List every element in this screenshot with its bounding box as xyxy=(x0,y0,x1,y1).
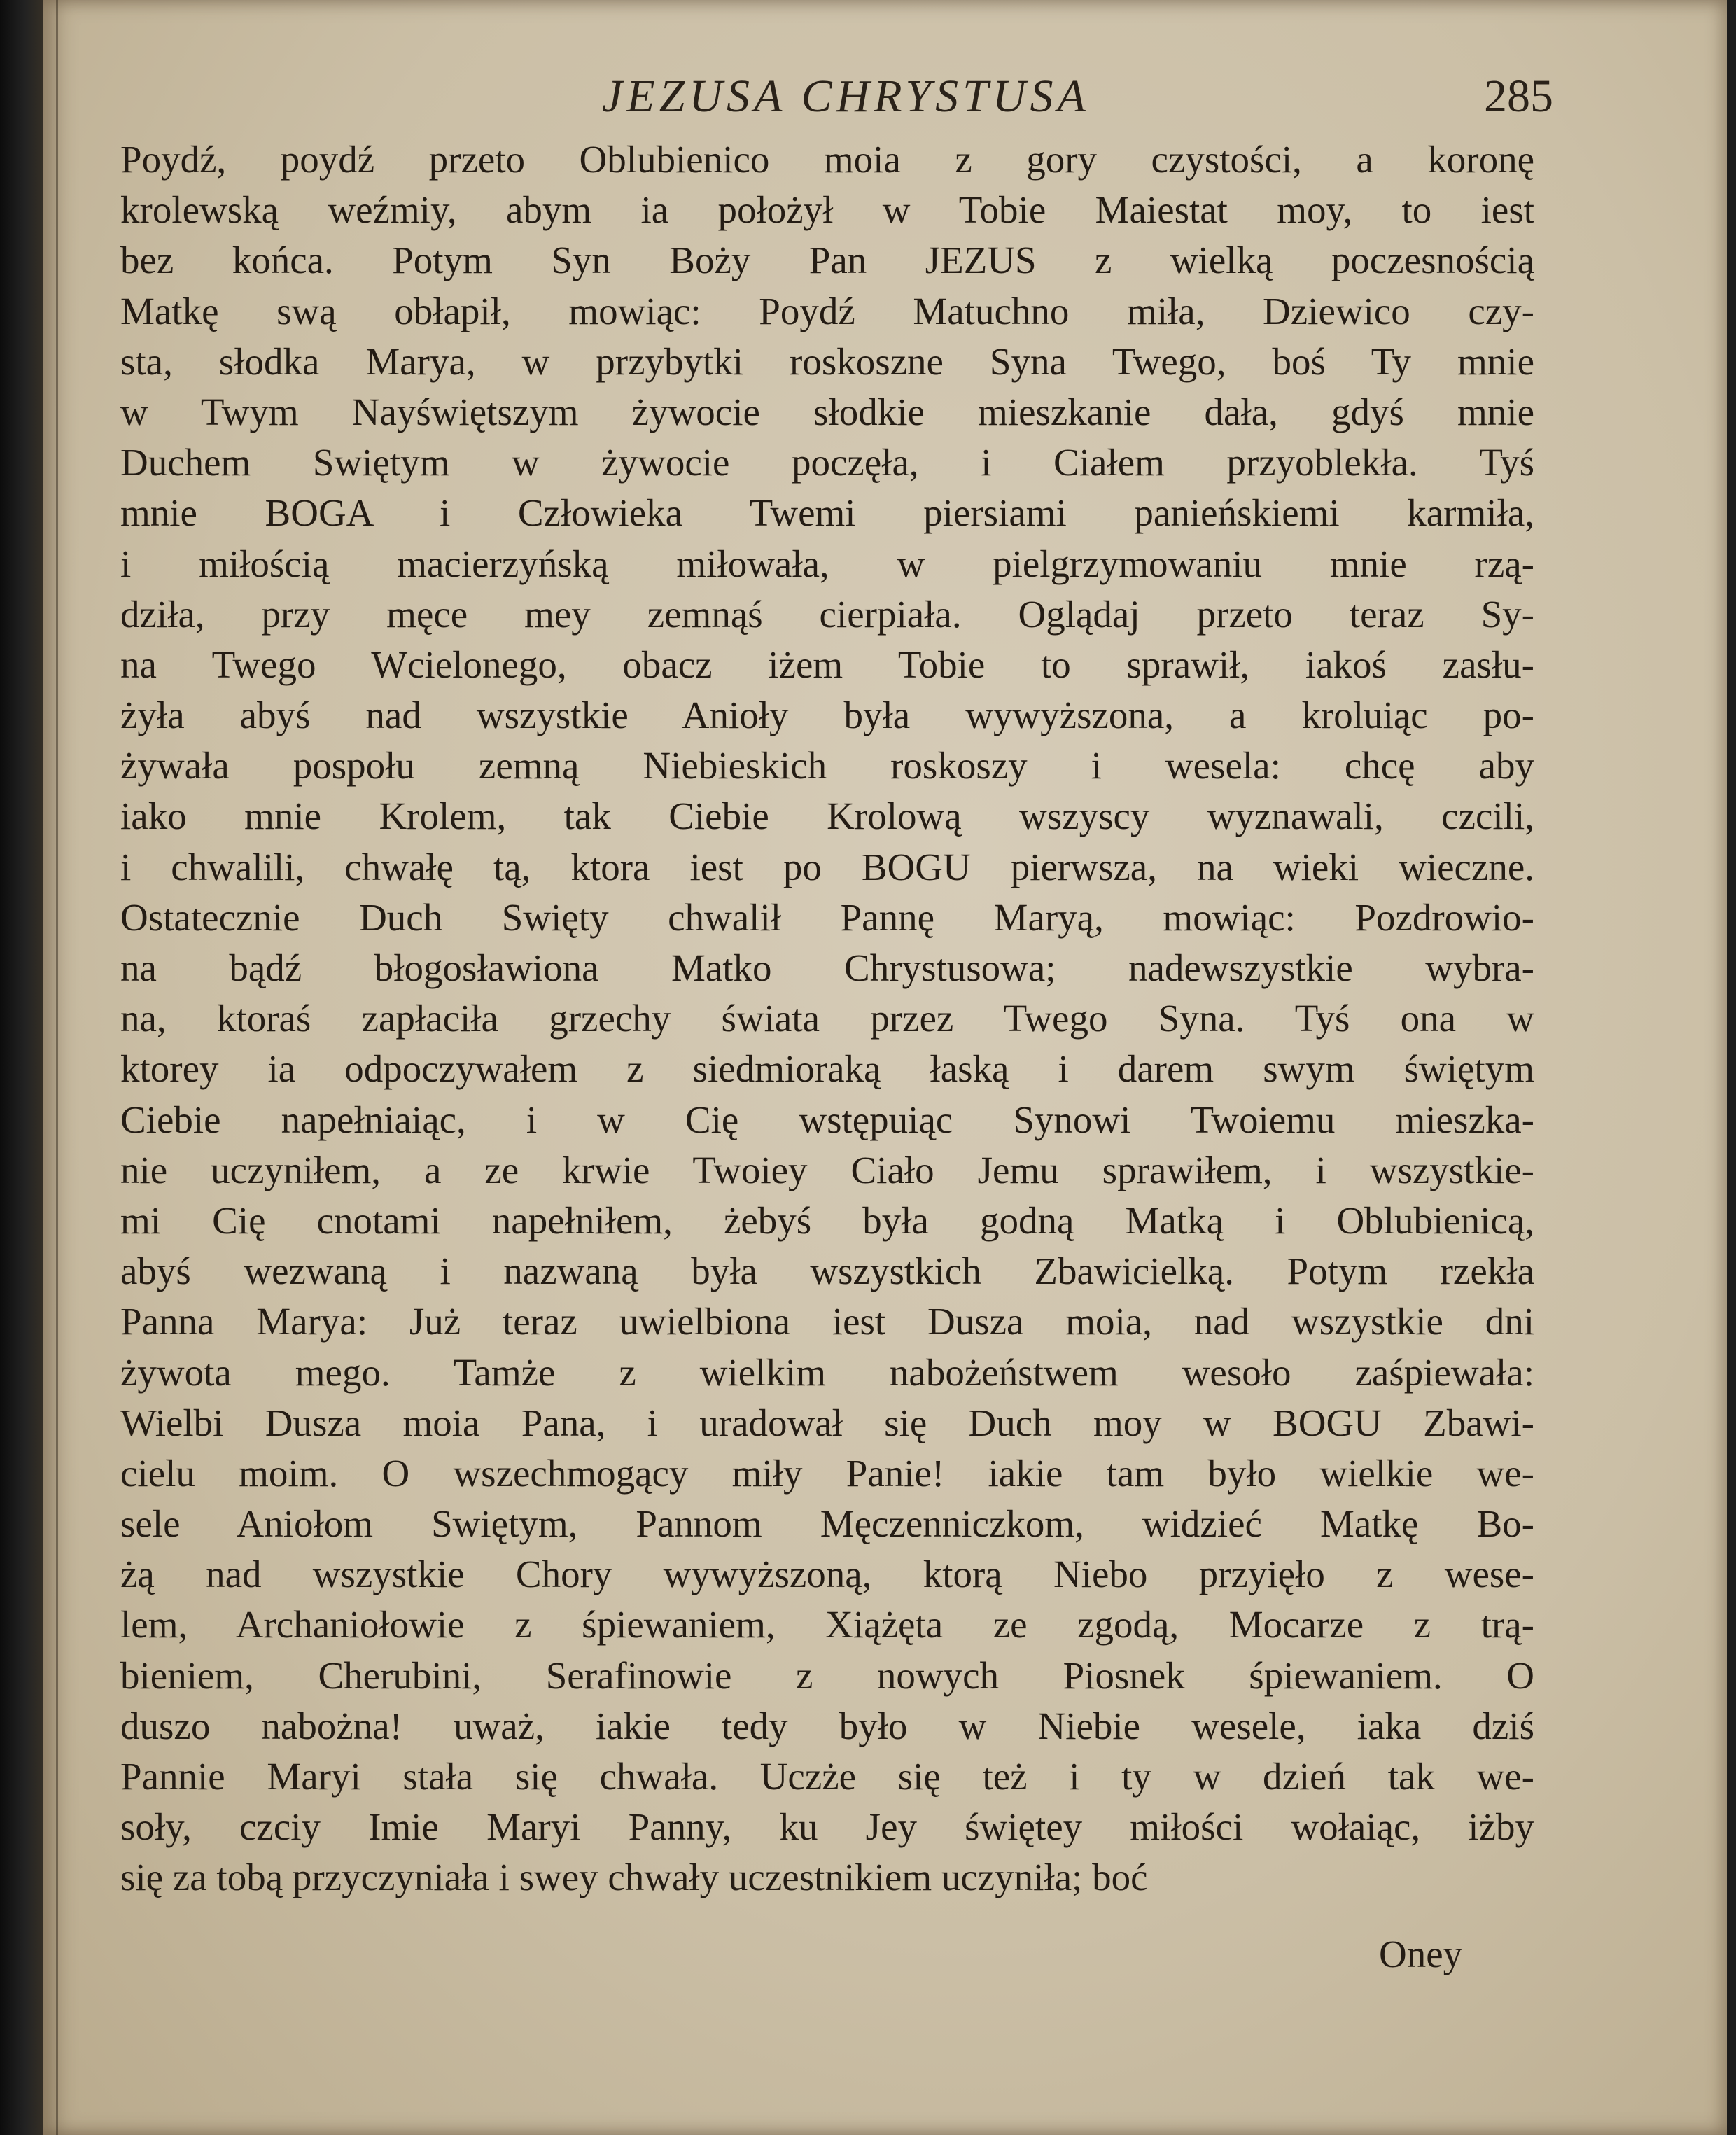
body-text xyxy=(120,134,1534,1903)
text-line: Matkę swą obłapił, mowiąc: Poydź Matuchno miła, Dziewico czy- xyxy=(120,289,1534,332)
text-line: sele Aniołom Swiętym, Pannom Męczenniczkom, widzieć Matkę Bo- xyxy=(120,1502,1534,1546)
text-line: w Twym Nayświętszym żywocie słodkie mieszkanie dała, gdyś mnie xyxy=(120,390,1534,433)
text-line: ktorey ia odpoczywałem z siedmioraką łaską i darem swym świętym xyxy=(120,1047,1534,1091)
text-line: i miłością macierzyńską miłowała, w pielgrzymowaniu mnie rzą- xyxy=(120,542,1534,585)
running-head: JEZUSA CHRYSTUSA xyxy=(602,71,1090,122)
text-line: Poydź, poydź przeto Oblubienico moia z gory czystości, a koronę xyxy=(120,138,1534,181)
text-line: bez końca. Potym Syn Boży Pan JEZUS z wielką poczesnością xyxy=(120,239,1534,282)
text-line: sta, słodka Marya, w przybytki roskoszne Syna Twego, boś Ty mnie xyxy=(120,340,1534,383)
text-line: mi Cię cnotami napełniłem, żebyś była godną Matką i Oblubienicą, xyxy=(120,1198,1534,1242)
text-line: duszo nabożna! uważ, iakie tedy było w Niebie wesele, iaka dziś xyxy=(120,1704,1534,1747)
text-line: Wielbi Dusza moia Pana, i uradował się Duch moy w BOGU Zbawi- xyxy=(120,1401,1534,1444)
text-line: abyś wezwaną i nazwaną była wszystkich Zbawicielką. Potym rzekła xyxy=(120,1250,1534,1293)
text-line: Ciebie napełniaiąc, i w Cię wstępuiąc Synowi Twoiemu mieszka- xyxy=(120,1098,1534,1141)
text-line: mnie BOGA i Człowieka Twemi piersiami panieńskiemi karmiła, xyxy=(120,491,1534,535)
text-line: się za tobą przyczyniała i swey chwały uczestnikiem uczyniła; boć xyxy=(120,1856,1148,1899)
text-line: na Twego Wcielonego, obacz iżem Tobie to sprawił, iakoś zasłu- xyxy=(120,643,1534,686)
page-edge-line xyxy=(56,0,58,2135)
text-line: Ostatecznie Duch Swięty chwalił Pannę Maryą, mowiąc: Pozdrowio- xyxy=(120,895,1534,939)
text-line: Pannie Maryi stała się chwała. Uczże się też i ty w dzień tak we- xyxy=(120,1755,1534,1798)
text-line: krolewską weźmiy, abym ia położył w Tobie Maiestat moy, to iest xyxy=(120,188,1534,232)
text-line: lem, Archaniołowie z śpiewaniem, Xiążęta ze zgodą, Mocarze z trą- xyxy=(120,1603,1534,1646)
text-line: Panna Marya: Już teraz uwielbiona iest Dusza moia, nad wszystkie dni xyxy=(120,1300,1534,1343)
text-line: i chwalili, chwałę tą, ktora iest po BOGU pierwsza, na wieki wieczne. xyxy=(120,845,1534,888)
text-line: bieniem, Cherubini, Serafinowie z nowych Piosnek śpiewaniem. O xyxy=(120,1653,1534,1697)
text-line: Duchem Swiętym w żywocie poczęła, i Ciałem przyoblekła. Tyś xyxy=(120,441,1534,484)
text-line: na, ktoraś zapłaciła grzechy świata przez Twego Syna. Tyś ona w xyxy=(120,997,1534,1040)
catchword: Oney xyxy=(1379,1933,1463,1975)
text-line: żywota mego. Tamże z wielkim nabożeństwem wesoło zaśpiewała: xyxy=(120,1350,1534,1394)
text-line: żyła abyś nad wszystkie Anioły była wywyższona, a kroluiąc po- xyxy=(120,694,1534,737)
text-line: dziła, przy męce mey zemnąś cierpiała. Oglądaj przeto teraz Sy- xyxy=(120,592,1534,636)
text-line: iako mnie Krolem, tak Ciebie Krolową wszyscy wyznawali, czcili, xyxy=(120,794,1534,838)
page-number: 285 xyxy=(1484,71,1553,122)
text-line: żą nad wszystkie Chory wywyższoną, ktorą Niebo przyięło z wese- xyxy=(120,1553,1534,1596)
book-gutter xyxy=(0,0,49,2135)
text-line: żywała pospołu zemną Niebieskich roskoszy i wesela: chcę aby xyxy=(120,744,1534,788)
text-line: nie uczyniłem, a ze krwie Twoiey Ciało Jemu sprawiłem, i wszystkie- xyxy=(120,1148,1534,1191)
text-line: na bądź błogosławiona Matko Chrystusowa; nadewszystkie wybra- xyxy=(120,946,1534,989)
text-line: cielu moim. O wszechmogący miły Panie! iakie tam było wielkie we- xyxy=(120,1451,1534,1494)
text-line: soły, czciy Imie Maryi Panny, ku Jey świętey miłości wołaiąc, iżby xyxy=(120,1805,1534,1849)
